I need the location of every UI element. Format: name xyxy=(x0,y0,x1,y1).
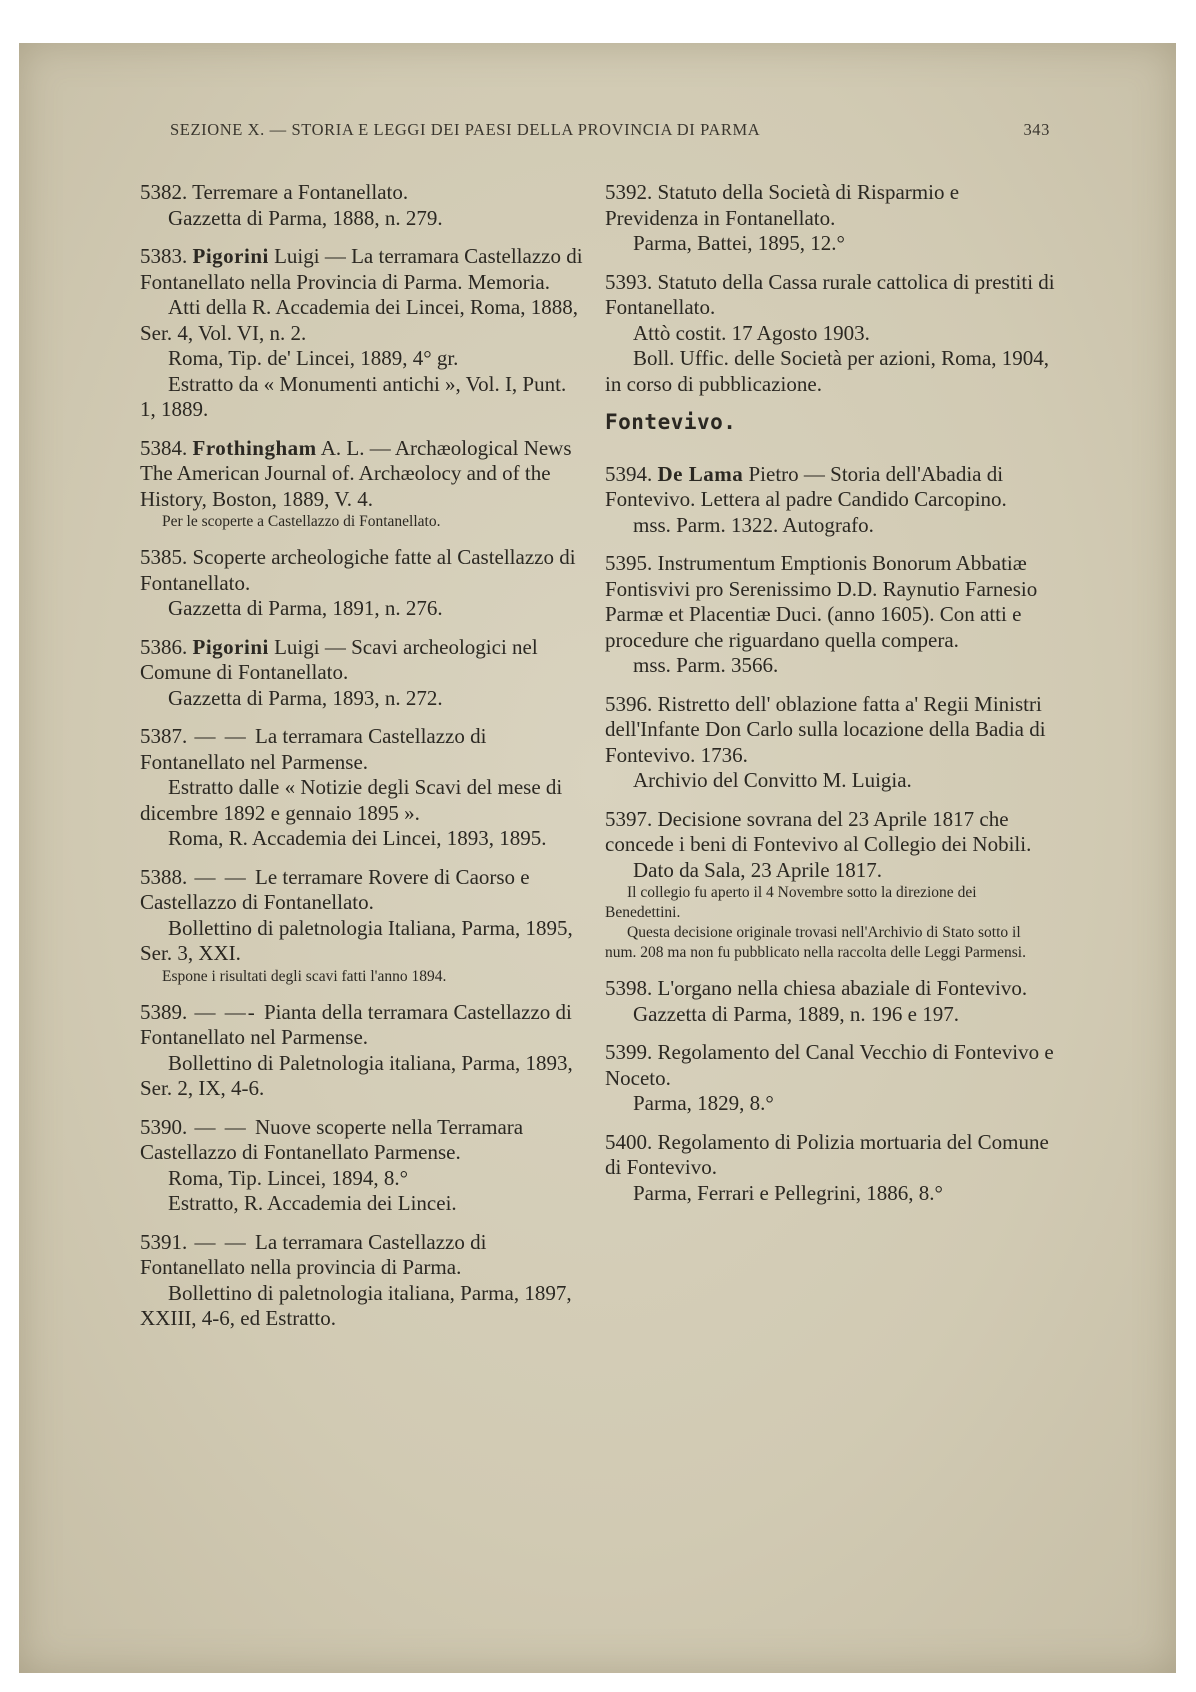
entry-title: Statuto della Società di Risparmio e Previdenza in Fontanellato. xyxy=(605,180,960,230)
entry-number: 5397. xyxy=(605,806,653,831)
entry-number: 5388. xyxy=(140,864,188,889)
entry-number: 5385. xyxy=(140,545,188,569)
entry-publication: Attò costit. 17 Agosto 1903. xyxy=(633,320,870,345)
entry-publication: Parma, Battei, 1895, 12.° xyxy=(633,231,845,255)
entry-title: Luigi — La terramara Castellazzo di Fontanellato nella Provincia di Parma. Memoria. xyxy=(140,244,583,294)
entry-5387 xyxy=(140,724,585,852)
ditto-mark: — — xyxy=(187,864,255,889)
entry-author: Frothingham xyxy=(192,435,317,460)
entry-publication: Estratto, R. Accademia dei Lincei. xyxy=(168,1191,457,1215)
entry-number: 5382. xyxy=(140,180,188,204)
entry-publication: Archivio del Convitto M. Luigia. xyxy=(633,768,912,792)
entry-publication: Gazzetta di Parma, 1888, n. 279. xyxy=(168,205,443,230)
entry-title: Pianta della terramara Castellazzo di Fontanellato nel Parmense. xyxy=(140,999,572,1049)
entry-5398 xyxy=(605,976,1055,1027)
entry-title: La terramara Castellazzo di Fontanellato nella provincia di Parma. xyxy=(140,1229,487,1279)
entry-publication: Parma, Ferrari e Pellegrini, 1886, 8.° xyxy=(633,1180,943,1205)
entry-number: 5394. xyxy=(605,461,653,486)
entry-title: Regolamento del Canal Vecchio di Fontevivo e Noceto. xyxy=(605,1040,1054,1090)
entry-title: A. L. — Archæological News The American Journal of. Archæolocy and of the History, Boston, 1889, V. 4. xyxy=(140,435,572,511)
entry-5386 xyxy=(140,635,585,712)
entry-publication: Parma, 1829, 8.° xyxy=(633,1091,774,1115)
entry-title: La terramara Castellazzo di Fontanellato nel Parmense. xyxy=(140,724,487,774)
entry-author: Pigorini xyxy=(192,634,269,659)
entry-title: Regolamento di Polizia mortuaria del Comune di Fontevivo. xyxy=(605,1129,1049,1179)
entry-5392 xyxy=(605,180,1055,257)
entry-publication: Atti della R. Accademia dei Lincei, Roma, 1888, Ser. 4, Vol. VI, n. 2. xyxy=(140,295,578,345)
entry-5385 xyxy=(140,545,585,622)
entry-number: 5386. xyxy=(140,634,188,659)
entry-publication: Roma, Tip. de' Lincei, 1889, 4° gr. xyxy=(168,346,459,370)
entry-number: 5392. xyxy=(605,180,653,204)
entry-publication: Gazzetta di Parma, 1891, n. 276. xyxy=(168,596,443,620)
entry-title: Pietro — Storia dell'Abadia di Fontevivo. Lettera al padre Candido Carcopino. xyxy=(605,461,1007,511)
section-heading: Fontevivo. xyxy=(605,410,737,434)
ditto-mark: — — xyxy=(187,724,255,748)
entry-number: 5396. xyxy=(605,691,653,716)
ditto-mark: — — xyxy=(187,1229,255,1254)
entry-publication: Estratto da « Monumenti antichi », Vol. I, Punt. 1, 1889. xyxy=(140,371,567,421)
entry-publication: Estratto dalle « Notizie degli Scavi del mese di dicembre 1892 e gennaio 1895 ». xyxy=(140,775,563,825)
entry-5397 xyxy=(605,807,1055,964)
entry-title: Luigi — Scavi archeologici nel Comune di Fontanellato. xyxy=(140,634,538,684)
entry-note: Espone i risultati degli scavi fatti l'anno 1894. xyxy=(162,967,447,985)
entry-5393 xyxy=(605,270,1055,398)
header-title: SEZIONE X. — STORIA E LEGGI DEI PAESI DELLA PROVINCIA DI PARMA xyxy=(170,120,761,139)
entry-author: Pigorini xyxy=(192,244,269,268)
entry-publication: mss. Parm. 1322. Autografo. xyxy=(633,512,874,537)
entry-title: Terremare a Fontanellato. xyxy=(187,180,409,204)
entry-number: 5399. xyxy=(605,1040,653,1064)
entry-5400 xyxy=(605,1130,1055,1207)
entry-5388 xyxy=(140,865,585,987)
entry-publication: Bollettino di Paletnologia italiana, Parma, 1893, Ser. 2, IX, 4-6. xyxy=(140,1050,573,1100)
entry-5394 xyxy=(605,462,1055,539)
entry-5395 xyxy=(605,551,1055,679)
entry-5383 xyxy=(140,244,585,423)
entry-note: Questa decisione originale trovasi nell'Archivio di Stato sotto il num. 208 ma non fu pubblicato nella raccolta delle Leggi Parmensi. xyxy=(605,924,1026,961)
entry-title: Statuto della Cassa rurale cattolica di prestiti di Fontanellato. xyxy=(605,269,1055,319)
entry-5391 xyxy=(140,1230,585,1332)
entry-5389 xyxy=(140,1000,585,1102)
entry-title: L'organo nella chiesa abaziale di Fontevivo. xyxy=(652,976,1028,1000)
entry-title: Le terramare Rovere di Caorso e Castellazzo di Fontanellato. xyxy=(140,864,530,914)
entry-title: Decisione sovrana del 23 Aprile 1817 che concede i beni di Fontevivo al Collegio dei Nobili. xyxy=(605,806,1032,856)
entry-number: 5395. xyxy=(605,551,653,575)
entry-note: Il collegio fu aperto il 4 Novembre sotto la direzione dei Benedettini. xyxy=(605,884,977,921)
entry-publication: Roma, R. Accademia dei Lincei, 1893, 1895. xyxy=(168,826,547,850)
entry-5390 xyxy=(140,1115,585,1217)
entry-publication: Bollettino di paletnologia Italiana, Parma, 1895, Ser. 3, XXI. xyxy=(140,915,573,965)
entry-note: Per le scoperte a Castellazzo di Fontanellato. xyxy=(162,513,441,530)
running-header xyxy=(170,120,1050,140)
entry-title: Scoperte archeologiche fatte al Castellazzo di Fontanellato. xyxy=(140,545,576,595)
entry-publication: mss. Parm. 3566. xyxy=(633,653,779,677)
entry-number: 5384. xyxy=(140,435,188,460)
entry-title: Ristretto dell' oblazione fatta a' Regii Ministri dell'Infante Don Carlo sulla locazione della Badia di Fontevivo. 1736. xyxy=(605,691,1046,767)
entry-publication: Gazzetta di Parma, 1889, n. 196 e 197. xyxy=(633,1001,959,1026)
entry-number: 5383. xyxy=(140,244,188,268)
entry-author: De Lama xyxy=(657,461,744,486)
entry-number: 5391. xyxy=(140,1229,188,1254)
entry-publication: Gazzetta di Parma, 1893, n. 272. xyxy=(168,685,443,710)
entry-5396 xyxy=(605,692,1055,794)
entry-number: 5400. xyxy=(605,1129,653,1154)
entry-5399 xyxy=(605,1040,1055,1117)
entry-publication: Boll. Uffic. delle Società per azioni, Roma, 1904, in corso di pubblicazione. xyxy=(605,346,1050,396)
left-column xyxy=(140,180,585,1345)
entry-publication: Bollettino di paletnologia italiana, Parma, 1897, XXIII, 4-6, ed Estratto. xyxy=(140,1280,572,1330)
entry-number: 5398. xyxy=(605,976,653,1000)
right-column xyxy=(605,180,1055,1219)
entry-number: 5390. xyxy=(140,1114,188,1139)
entry-number: 5387. xyxy=(140,724,188,748)
page-number: 343 xyxy=(1023,120,1050,139)
entry-number: 5393. xyxy=(605,269,653,294)
entry-title: Nuove scoperte nella Terramara Castellazzo di Fontanellato Parmense. xyxy=(140,1114,524,1164)
entry-title: Instrumentum Emptionis Bonorum Abbatiæ Fontisvivi pro Serenissimo D.D. Raynutio Farnesio Parmæ et Placentiæ Duci. (anno 1605). Con atti e procedure che riguardano quella compera. xyxy=(605,551,1038,652)
entry-5384 xyxy=(140,436,585,533)
ditto-mark: — — xyxy=(187,1114,255,1139)
entry-5382 xyxy=(140,180,585,231)
entry-publication: Roma, Tip. Lincei, 1894, 8.° xyxy=(168,1165,408,1190)
entry-publication: Dato da Sala, 23 Aprile 1817. xyxy=(633,857,883,882)
ditto-mark: — —- xyxy=(187,999,264,1024)
entry-number: 5389. xyxy=(140,999,188,1024)
